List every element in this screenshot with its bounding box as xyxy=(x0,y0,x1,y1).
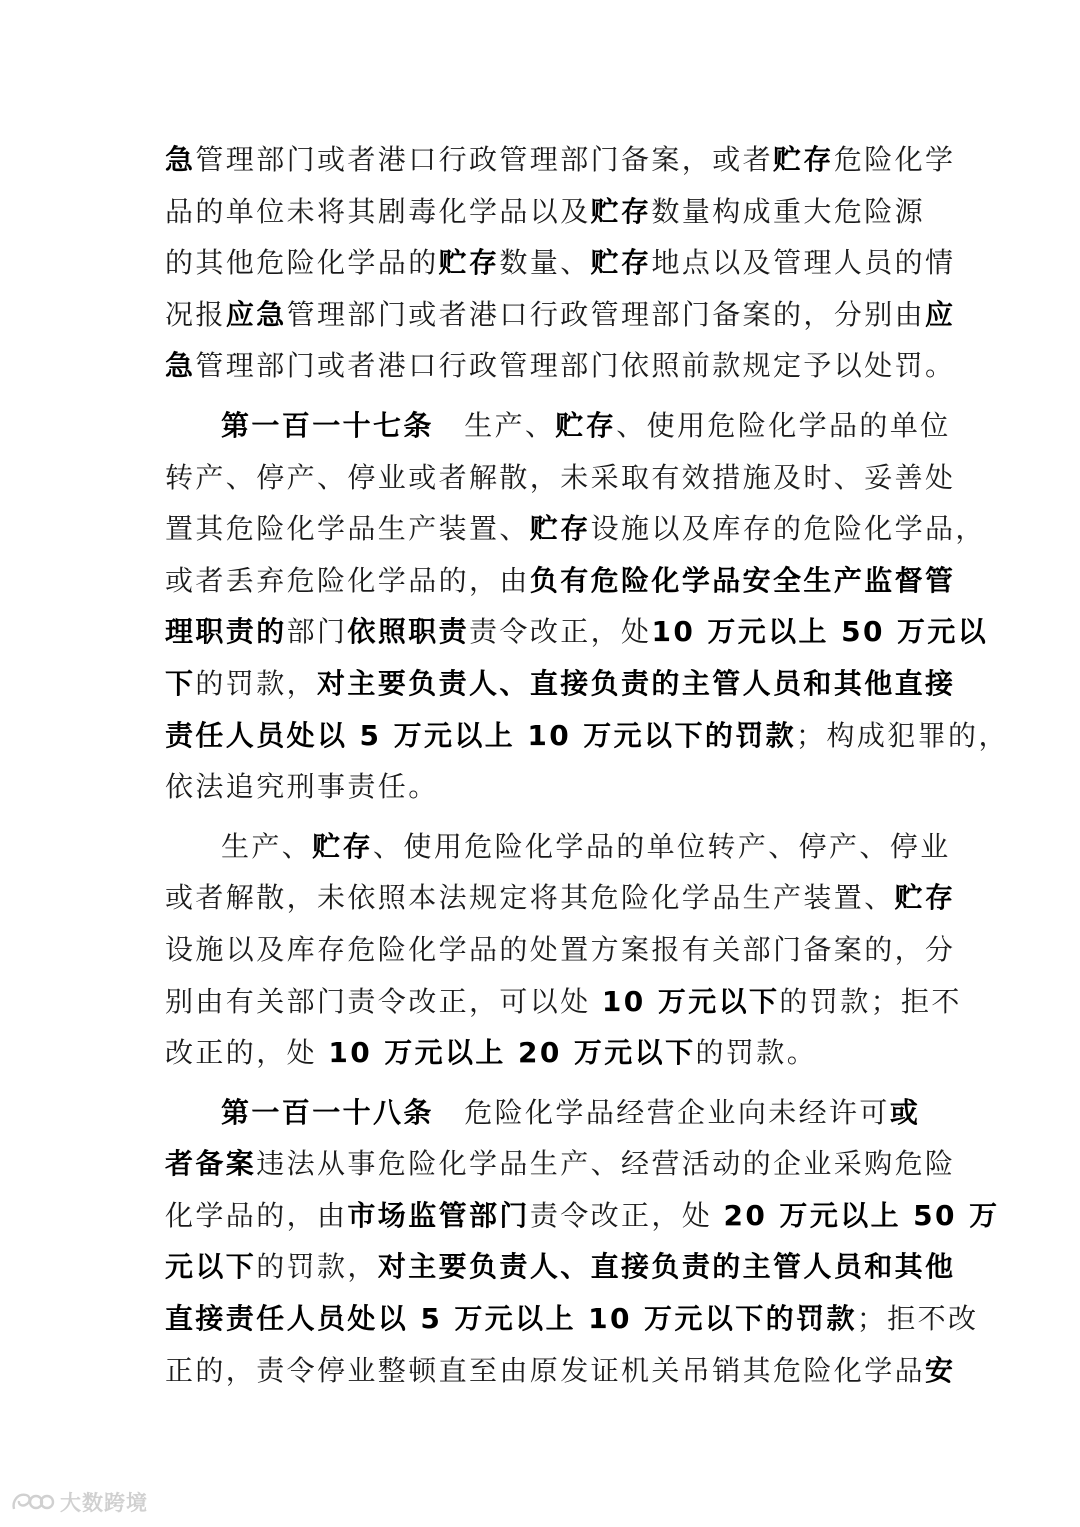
text-line xyxy=(165,1293,979,1345)
watermark-logo-icon xyxy=(10,1489,54,1515)
watermark xyxy=(10,1486,148,1518)
bold-segment: 10 万元以上 20 万元以下 xyxy=(328,1036,696,1070)
bold-segment: 10 万元以上 50 万元以 xyxy=(651,615,989,649)
text-segment: 改正的，处 xyxy=(165,1036,329,1070)
bold-segment: 直接责任人员处以 5 万元以上 10 万元以下的罚款 xyxy=(165,1302,857,1336)
text-line xyxy=(165,658,956,710)
text-line xyxy=(165,134,956,186)
text-segment: ；拒不改 xyxy=(856,1302,979,1336)
text-segment: 或者丢弃危险化学品的，由 xyxy=(165,563,530,597)
text-segment: 化学品的，由 xyxy=(165,1198,348,1232)
text-segment: 危险化学 xyxy=(833,143,956,176)
bold-segment: 贮存 xyxy=(438,246,500,280)
bold-segment: 下 xyxy=(165,666,196,700)
text-segment: 生产、 xyxy=(221,829,313,863)
text-segment: 管理部门或者港口行政管理部门备案，或者 xyxy=(195,143,774,176)
paragraph-gap xyxy=(165,1079,917,1087)
text-line xyxy=(165,872,956,924)
bold-segment: 元以下 xyxy=(165,1250,257,1284)
text-segment: 品的单位未将其剧毒化学品以及 xyxy=(165,194,591,228)
text-segment: 况报 xyxy=(165,297,226,331)
text-line xyxy=(165,1138,956,1190)
paragraph-gap xyxy=(165,392,917,400)
text-segment: 责令改正，处 xyxy=(529,1198,724,1232)
bold-segment: 贮存 xyxy=(590,194,652,228)
text-line xyxy=(165,289,956,341)
paragraph xyxy=(165,821,962,1079)
bold-segment: 安 xyxy=(925,1353,956,1387)
paragraph xyxy=(165,1087,1000,1397)
bold-segment: 对主要负责人、直接负责的主管人员和其他直接 xyxy=(317,666,956,700)
text-segment: 设施以及库存危险化学品的处置方案报有关部门备案的，分 xyxy=(165,932,956,966)
text-segment: 的罚款。 xyxy=(695,1036,818,1070)
text-segment: 的罚款， xyxy=(195,666,318,700)
text-segment: 的其他危险化学品的 xyxy=(165,246,439,280)
text-segment: 管理部门或者港口行政管理部门备案的，分别由 xyxy=(286,297,926,331)
text-line xyxy=(165,340,956,392)
text-segment: 、使用危险化学品的单位转产、停产、停业 xyxy=(373,829,951,863)
bold-segment: 市场监管部门 xyxy=(347,1198,530,1232)
bold-segment: 对主要负责人、直接负责的主管人员和其他 xyxy=(377,1250,956,1284)
text-line xyxy=(165,1027,917,1079)
document-body xyxy=(165,134,1009,1396)
paragraph-gap xyxy=(165,813,917,821)
bold-segment: 20 万元以上 50 万 xyxy=(723,1198,1000,1232)
bold-segment: 贮存 xyxy=(529,512,591,546)
bold-segment: 者备案 xyxy=(165,1147,257,1181)
text-line xyxy=(165,186,926,238)
bold-segment: 贮存 xyxy=(590,246,652,280)
text-segment: 地点以及管理人员的情 xyxy=(651,246,956,280)
text-line xyxy=(165,1345,956,1397)
text-line xyxy=(165,503,986,555)
text-line xyxy=(165,761,917,813)
text-line xyxy=(165,1087,921,1139)
bold-segment: 理职责的 xyxy=(165,615,287,649)
text-segment: 置其危险化学品生产装置、 xyxy=(165,512,530,546)
text-line xyxy=(165,555,956,607)
text-segment: 正的，责令停业整顿直至由原发证机关吊销其危险化学品 xyxy=(165,1353,926,1387)
text-segment: 或者解散，未依照本法规定将其危险化学品生产装置、 xyxy=(165,881,895,915)
text-line xyxy=(165,1190,1000,1242)
text-segment: 违法从事危险化学品生产、经营活动的企业采购危险 xyxy=(256,1147,956,1181)
text-segment: 的罚款；拒不 xyxy=(779,984,962,1018)
bold-segment: 急 xyxy=(165,349,196,383)
text-segment: 数量构成重大危险源 xyxy=(651,194,926,228)
text-segment: 部门 xyxy=(286,615,348,649)
text-line xyxy=(165,237,956,289)
text-segment: ；构成犯罪的， xyxy=(796,718,1009,752)
text-segment: 数量、 xyxy=(499,246,591,280)
bold-segment: 急 xyxy=(165,143,196,176)
text-line xyxy=(165,1241,956,1293)
bold-segment: 第一百一十七条 xyxy=(221,408,434,442)
bold-segment: 贮存 xyxy=(894,881,956,915)
text-line xyxy=(165,606,989,658)
bold-segment: 依照职责 xyxy=(347,615,470,649)
bold-segment: 第一百一十八条 xyxy=(221,1095,434,1129)
text-line xyxy=(165,821,951,873)
text-segment: 的罚款， xyxy=(256,1250,378,1284)
bold-segment: 应急 xyxy=(225,297,287,331)
bold-segment: 贮存 xyxy=(555,408,617,442)
bold-segment: 应 xyxy=(925,297,956,331)
bold-segment: 贮存 xyxy=(773,143,834,176)
text-line xyxy=(165,976,962,1028)
bold-segment: 负有危险化学品安全生产监督管 xyxy=(529,563,956,597)
text-segment: 管理部门或者港口行政管理部门依照前款规定予以处罚。 xyxy=(195,349,956,383)
text-segment: 设施以及库存的危险化学品， xyxy=(590,512,986,546)
text-line xyxy=(165,400,951,452)
text-segment: 危险化学品经营企业向未经许可 xyxy=(433,1095,890,1129)
bold-segment: 10 万元以下 xyxy=(601,984,780,1018)
text-segment: 生产、 xyxy=(433,408,556,442)
text-segment: 别由有关部门责令改正，可以处 xyxy=(165,984,602,1018)
watermark-text: 大数跨境 xyxy=(60,1491,148,1515)
text-line xyxy=(165,452,956,504)
text-line xyxy=(165,710,1009,762)
text-segment: 责令改正，处 xyxy=(469,615,652,649)
text-segment: 依法追究刑事责任。 xyxy=(165,770,439,804)
paragraph xyxy=(165,134,956,392)
text-segment: 、使用危险化学品的单位 xyxy=(616,408,951,442)
bold-segment: 责任人员处以 5 万元以上 10 万元以下的罚款 xyxy=(165,718,797,752)
bold-segment: 贮存 xyxy=(312,829,374,863)
paragraph xyxy=(165,400,1009,813)
bold-segment: 或 xyxy=(889,1095,921,1129)
text-line xyxy=(165,924,956,976)
text-segment: 转产、停产、停业或者解散，未采取有效措施及时、妥善处 xyxy=(165,460,956,494)
